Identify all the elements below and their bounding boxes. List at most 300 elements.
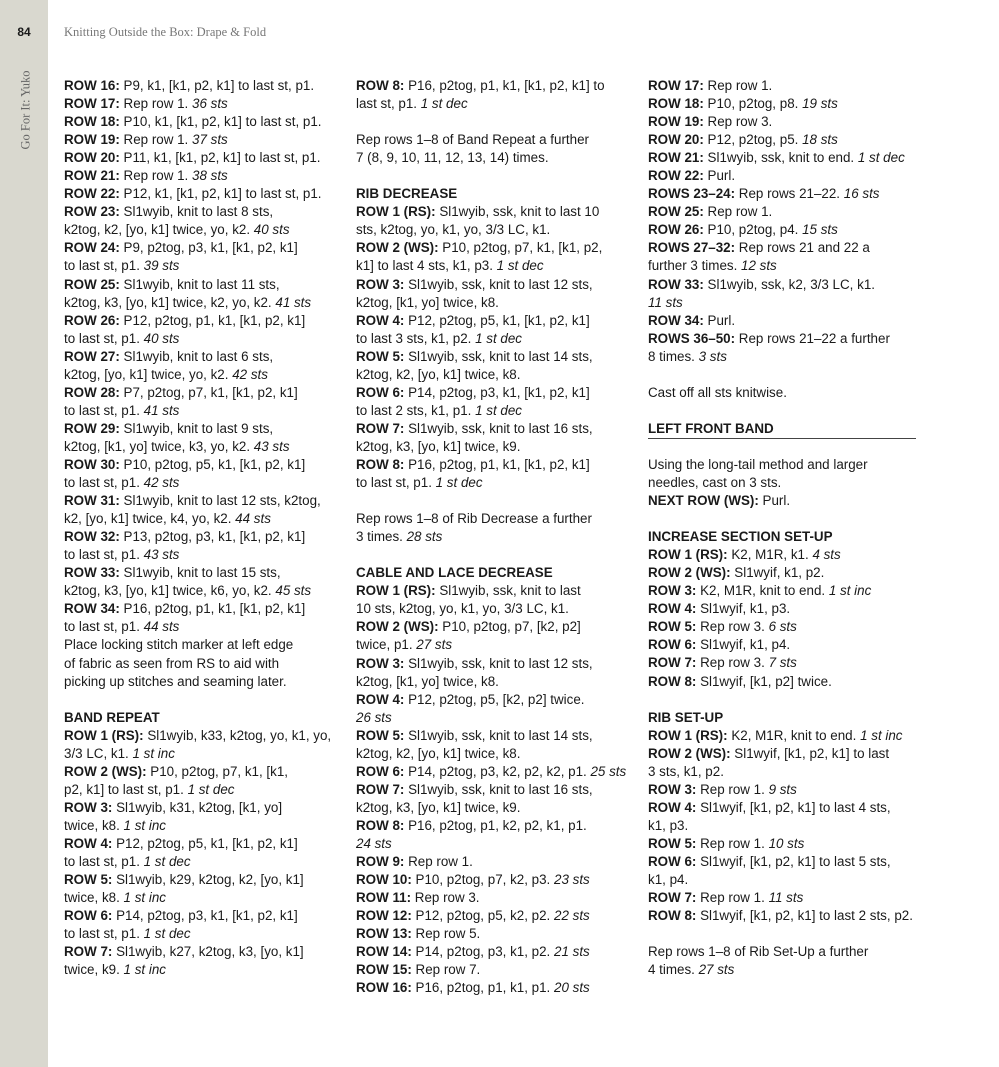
row-label: ROW 16: [356, 980, 412, 996]
row-label: ROW 2 (WS): [356, 240, 439, 256]
instruction-text: Sl1wyib, k33, k2tog, yo, k1, yo, [143, 727, 332, 743]
instruction-text: P12, k1, [k1, p2, k1] to last st, p1. [119, 186, 322, 202]
stitch-count: 11 sts [648, 294, 683, 310]
instruction-text: to last st, p1. [64, 475, 144, 491]
instruction-text: k2tog, [k1, yo] twice, k8. [356, 294, 499, 310]
instruction-line [64, 943, 336, 961]
instruction-text: P16, p2tog, p1, k1, p1. [411, 980, 555, 996]
instruction-line [356, 510, 628, 528]
instruction-text: picking up stitches and seaming later. [64, 673, 287, 689]
instruction-text: P14, p2tog, p3, k1, [k1, p2, k1] [404, 384, 590, 400]
section-heading: RIB SET-UP [648, 709, 724, 725]
instruction-text: of fabric as seen from RS to aid with [64, 655, 280, 671]
instruction-line [648, 203, 916, 221]
instruction-line [64, 384, 336, 402]
instruction-line [648, 618, 916, 636]
page-number: 84 [17, 25, 31, 39]
instruction-line [648, 294, 916, 312]
row-label: ROW 19: [64, 132, 120, 148]
instruction-text: P14, p2tog, p3, k2, p2, k2, p1. [404, 763, 591, 779]
instruction-line [64, 853, 336, 871]
instruction-line [648, 474, 916, 492]
instruction-text: Sl1wyib, ssk, knit to last 16 sts, [404, 781, 593, 797]
row-label: ROW 4: [648, 601, 697, 617]
instruction-text: P10, p2tog, p7, k1, [k1, p2, [438, 240, 603, 256]
row-label: ROW 1 (RS): [356, 204, 436, 220]
row-label: ROW 6: [648, 853, 697, 869]
instruction-text: Rep row 3. [703, 114, 773, 130]
instruction-line [64, 420, 336, 438]
instruction-line [648, 546, 916, 564]
instruction-text: Purl. [703, 168, 736, 184]
instruction-text: to last st, p1. [64, 330, 144, 346]
row-label: ROW 13: [356, 926, 412, 942]
instruction-line [648, 835, 916, 853]
stitch-count: 1 st dec [143, 926, 191, 942]
instruction-text: k2tog, [k1, yo] twice, k8. [356, 673, 499, 689]
instruction-line [64, 799, 336, 817]
instruction-line [648, 167, 916, 185]
paragraph-gap [648, 366, 916, 384]
stitch-count: 40 sts [253, 222, 290, 238]
side-section-title: Go For It: Yuko [18, 70, 33, 150]
row-label: ROW 1 (RS): [648, 547, 728, 563]
instruction-text: Rep row 1. [119, 132, 193, 148]
instruction-text: to last 3 sts, k1, p2. [356, 330, 476, 346]
row-label: ROW 5: [356, 348, 405, 364]
instruction-text: P12, p2tog, p5, k1, [k1, p2, k1] [112, 835, 298, 851]
instruction-line [356, 600, 628, 618]
instruction-text: to last st, p1. [64, 258, 144, 274]
instruction-text: Sl1wyib, knit to last 9 sts, [119, 420, 274, 436]
paragraph-gap [648, 510, 916, 528]
instruction-text: K2, M1R, knit to end. [696, 583, 829, 599]
instruction-text: P12, p2tog, p5. [703, 132, 803, 148]
instruction-line [356, 655, 628, 673]
instruction-line [648, 492, 916, 510]
instruction-text: P12, p2tog, p5, k2, p2. [411, 908, 555, 924]
row-label: ROW 8: [356, 456, 405, 472]
instruction-text: P12, p2tog, p5, [k2, p2] twice. [404, 691, 585, 707]
instruction-line [64, 294, 336, 312]
instruction-text: Sl1wyib, knit to last 6 sts, [119, 348, 274, 364]
row-label: ROW 1 (RS): [356, 583, 436, 599]
stitch-count: 26 sts [356, 709, 392, 725]
instruction-text: k2, [yo, k1] twice, k4, yo, k2. [64, 511, 236, 527]
instruction-line [648, 889, 916, 907]
instruction-line [64, 655, 336, 673]
row-label: ROW 12: [356, 908, 412, 924]
instruction-text: P12, p2tog, p1, k1, [k1, p2, k1] [119, 312, 306, 328]
instruction-text: Sl1wyib, ssk, knit to end. [703, 150, 858, 166]
instruction-text: Sl1wyib, ssk, knit to last 12 sts, [404, 655, 593, 671]
instruction-text: twice, k9. [64, 962, 124, 978]
instruction-line [356, 835, 628, 853]
instruction-line [356, 77, 628, 95]
instruction-line [648, 348, 916, 366]
instruction-text: 3/3 LC, k1. [64, 745, 133, 761]
stitch-count: 6 sts [768, 619, 797, 635]
instruction-text: Purl. [703, 312, 736, 328]
instruction-line [64, 330, 336, 348]
instruction-text: Rep row 1. [696, 781, 769, 797]
row-label: ROW 9: [356, 854, 405, 870]
row-label: ROW 3: [356, 655, 405, 671]
row-label: ROWS 27–32: [648, 240, 736, 256]
instruction-text: Sl1wyif, k1, p3. [696, 601, 791, 617]
instruction-text: Rep rows 21 and 22 a [735, 240, 870, 256]
instruction-text: 10 sts, k2tog, yo, k1, yo, 3/3 LC, k1. [356, 601, 569, 617]
instruction-line [648, 257, 916, 275]
stitch-count: 1 st inc [123, 817, 166, 833]
instruction-line [64, 185, 336, 203]
instruction-text: Rep row 3. [696, 619, 769, 635]
instruction-line [64, 745, 336, 763]
instruction-text: k2tog, [yo, k1] twice, yo, k2. [64, 366, 233, 382]
row-label: ROW 21: [648, 150, 704, 166]
instruction-line [356, 907, 628, 925]
instruction-line [648, 763, 916, 781]
stitch-count: 11 sts [768, 890, 804, 906]
stitch-count: 19 sts [802, 96, 838, 112]
row-label: ROW 33: [648, 276, 704, 292]
instruction-text: Rep rows 1–8 of Rib Set-Up a further [648, 944, 869, 960]
row-label: NEXT ROW (WS): [648, 493, 759, 509]
instruction-text: P10, p2tog, p5, k1, [k1, p2, k1] [119, 456, 306, 472]
stitch-count: 1 st inc [123, 890, 166, 906]
instruction-line [64, 673, 336, 691]
row-label: ROW 2 (WS): [648, 565, 731, 581]
row-label: ROW 5: [64, 872, 113, 888]
row-label: ROW 34: [64, 601, 120, 617]
instruction-line [648, 853, 916, 871]
instruction-line [356, 330, 628, 348]
instruction-line [64, 835, 336, 853]
instruction-line [64, 366, 336, 384]
instruction-line [356, 943, 628, 961]
row-label: ROW 32: [64, 529, 120, 545]
instruction-text: P16, p2tog, p1, k1, [k1, p2, k1] to [404, 78, 605, 93]
row-label: ROW 8: [356, 78, 405, 93]
instruction-line [64, 727, 336, 745]
instruction-line [64, 221, 336, 239]
instruction-text: Sl1wyib, knit to last 8 sts, [119, 204, 274, 220]
instruction-line [64, 582, 336, 600]
instruction-text: further 3 times. [648, 258, 742, 274]
row-label: ROW 4: [64, 835, 113, 851]
stitch-count: 42 sts [232, 366, 268, 382]
instruction-text: Rep row 1. [696, 890, 769, 906]
instruction-line [356, 961, 628, 979]
instruction-line [356, 276, 628, 294]
instruction-line [64, 763, 336, 781]
row-label: ROW 23: [64, 204, 120, 220]
row-label: ROW 6: [64, 908, 113, 924]
instruction-text: P10, p2tog, p8. [703, 96, 803, 112]
instruction-line [648, 781, 916, 799]
stitch-count: 43 sts [253, 438, 290, 454]
row-label: ROW 29: [64, 420, 120, 436]
row-label: ROW 1 (RS): [648, 727, 728, 743]
instruction-text: Sl1wyib, ssk, knit to last 14 sts, [404, 727, 593, 743]
row-label: ROW 27: [64, 348, 120, 364]
row-label: ROW 18: [64, 114, 120, 130]
stitch-count: 38 sts [192, 168, 228, 184]
row-label: ROW 17: [648, 78, 704, 93]
instruction-line [648, 239, 916, 257]
instruction-line [356, 925, 628, 943]
row-label: ROW 6: [648, 637, 697, 653]
instruction-line [64, 77, 336, 95]
instruction-text: sts, k2tog, yo, k1, yo, 3/3 LC, k1. [356, 222, 551, 238]
instruction-line [64, 781, 336, 799]
instruction-line [64, 564, 336, 582]
row-label: ROW 2 (WS): [356, 619, 439, 635]
instruction-line [356, 221, 628, 239]
instruction-line [648, 907, 916, 925]
instruction-line [648, 871, 916, 889]
row-label: ROW 20: [648, 132, 704, 148]
row-label: ROW 7: [356, 781, 405, 797]
row-label: ROW 25: [648, 204, 704, 220]
stitch-count: 39 sts [143, 258, 180, 274]
instruction-line [648, 113, 916, 131]
instruction-line [64, 889, 336, 907]
instruction-line [648, 312, 916, 330]
stitch-count: 27 sts [698, 962, 735, 978]
instruction-line [356, 691, 628, 709]
paragraph-gap [356, 167, 628, 185]
instruction-line [356, 979, 628, 997]
stitch-count: 9 sts [768, 781, 797, 797]
instruction-text: Sl1wyib, ssk, knit to last [435, 583, 581, 599]
row-label: ROW 19: [648, 114, 704, 130]
row-label: ROW 22: [648, 168, 704, 184]
instruction-text: to last st, p1. [64, 854, 144, 870]
instruction-text: P14, p2tog, p3, k1, p2. [411, 944, 555, 960]
running-head: Knitting Outside the Box: Drape & Fold [64, 25, 267, 39]
paragraph-gap [648, 402, 916, 420]
instruction-text: Sl1wyib, ssk, knit to last 16 sts, [404, 420, 593, 436]
instruction-text: P13, p2tog, p3, k1, [k1, p2, k1] [119, 529, 306, 545]
row-label: ROW 21: [64, 168, 120, 184]
instruction-text: Rep row 7. [411, 962, 481, 978]
instruction-text: 3 sts, k1, p2. [648, 763, 724, 779]
instruction-line [64, 961, 336, 979]
row-label: ROW 7: [64, 944, 113, 960]
stitch-count: 1 st inc [123, 962, 166, 978]
instruction-text: Rep rows 21–22 a further [735, 330, 890, 346]
instruction-text: P11, k1, [k1, p2, k1] to last st, p1. [119, 150, 321, 166]
instruction-line [648, 95, 916, 113]
instruction-text: twice, k8. [64, 890, 124, 906]
instruction-text: k2tog, k3, [yo, k1] twice, k9. [356, 799, 521, 815]
instruction-text: P7, p2tog, p7, k1, [k1, p2, k1] [119, 384, 298, 400]
side-strip [0, 0, 48, 1067]
row-label: ROW 34: [648, 312, 704, 328]
instruction-line [356, 95, 628, 113]
instruction-text: k2tog, [k1, yo] twice, k3, yo, k2. [64, 438, 254, 454]
row-label: ROW 26: [648, 222, 704, 238]
stitch-count: 12 sts [741, 258, 777, 274]
instruction-text: to last st, p1. [64, 402, 144, 418]
instruction-line [356, 582, 628, 600]
instruction-line [64, 474, 336, 492]
row-label: ROW 24: [64, 240, 120, 256]
instruction-text: Sl1wyib, k31, k2tog, [k1, yo] [112, 799, 283, 815]
row-label: ROW 15: [356, 962, 412, 978]
row-label: ROW 2 (WS): [648, 745, 731, 761]
instruction-line [356, 474, 628, 492]
instruction-line [648, 817, 916, 835]
paragraph-gap [356, 546, 628, 564]
section-heading: BAND REPEAT [64, 709, 160, 725]
instruction-text: K2, M1R, knit to end. [727, 727, 861, 743]
row-label: ROW 4: [356, 312, 405, 328]
instruction-text: Purl. [758, 493, 791, 509]
instruction-line [356, 402, 628, 420]
row-label: ROW 26: [64, 312, 120, 328]
instruction-text: Sl1wyib, knit to last 11 sts, [119, 276, 280, 292]
instruction-line [356, 312, 628, 330]
instruction-line [648, 149, 916, 167]
instruction-line [64, 600, 336, 618]
stitch-count: 21 sts [554, 944, 590, 960]
instruction-line [64, 817, 336, 835]
instruction-text: Sl1wyif, [k1, p2, k1] to last [730, 745, 890, 761]
row-label: ROW 22: [64, 186, 120, 202]
row-label: ROW 17: [64, 96, 120, 112]
instruction-line [356, 889, 628, 907]
instruction-text: to last 2 sts, k1, p1. [356, 402, 476, 418]
stitch-count: 3 sts [698, 348, 727, 364]
instruction-text: P9, k1, [k1, p2, k1] to last st, p1. [119, 78, 315, 93]
instruction-text: Sl1wyif, k1, p2. [730, 565, 825, 581]
instruction-text: p2, k1] to last st, p1. [64, 781, 188, 797]
instruction-line [64, 113, 336, 131]
instruction-text: P12, p2tog, p5, k1, [k1, p2, k1] [404, 312, 590, 328]
instruction-line [356, 366, 628, 384]
instruction-line [648, 636, 916, 654]
instruction-line [356, 817, 628, 835]
row-label: ROW 5: [356, 727, 405, 743]
instruction-line [64, 149, 336, 167]
instruction-text: Sl1wyif, [k1, p2] twice. [696, 673, 832, 689]
instruction-text: k2tog, k3, [yo, k1] twice, k2, yo, k2. [64, 294, 276, 310]
stitch-count: 43 sts [143, 547, 180, 563]
row-label: ROW 10: [356, 872, 412, 888]
stitch-count: 1 st dec [143, 854, 191, 870]
stitch-count: 20 sts [554, 980, 590, 996]
instruction-text: k2tog, k2, [yo, k1] twice, yo, k2. [64, 222, 254, 238]
column-3 [648, 77, 916, 979]
instruction-line [356, 745, 628, 763]
instruction-text: Rep row 1. [703, 78, 773, 93]
instruction-text: Rep row 1. [703, 204, 773, 220]
instruction-text: Rep row 1. [119, 96, 193, 112]
instruction-text: needles, cast on 3 sts. [648, 474, 782, 490]
stitch-count: 45 sts [275, 583, 312, 599]
instruction-text: k2tog, k2, [yo, k1] twice, k8. [356, 366, 521, 382]
instruction-line [64, 167, 336, 185]
instruction-line [356, 618, 628, 636]
row-label: ROW 7: [356, 420, 405, 436]
instruction-line [356, 384, 628, 402]
instruction-text: Rep rows 1–8 of Rib Decrease a further [356, 511, 592, 527]
instruction-line [356, 420, 628, 438]
instruction-text: to last st, p1. [64, 926, 144, 942]
row-label: ROW 1 (RS): [64, 727, 144, 743]
section-heading: LEFT FRONT BAND [648, 420, 916, 439]
instruction-line [648, 600, 916, 618]
instruction-line [648, 745, 916, 763]
instruction-line [356, 294, 628, 312]
instruction-line [64, 312, 336, 330]
instruction-text: Rep row 3. [696, 655, 769, 671]
instruction-text: Sl1wyib, ssk, knit to last 10 [435, 204, 600, 220]
instruction-line [356, 763, 628, 781]
instruction-line [64, 925, 336, 943]
instruction-text: P10, p2tog, p7, [k2, p2] [438, 619, 581, 635]
instruction-text: 3 times. [356, 529, 407, 545]
stitch-count: 1 st dec [857, 150, 905, 166]
instruction-text: to last st, p1. [356, 475, 436, 491]
paragraph-gap [648, 925, 916, 943]
row-label: ROW 25: [64, 276, 120, 292]
instruction-line [64, 528, 336, 546]
instruction-line [648, 131, 916, 149]
row-label: ROW 3: [356, 276, 405, 292]
stitch-count: 44 sts [143, 619, 180, 635]
instruction-text: Sl1wyif, [k1, p2, k1] to last 2 sts, p2. [696, 908, 913, 924]
instruction-line [64, 636, 336, 654]
instruction-text: Sl1wyib, knit to last 15 sts, [119, 565, 281, 581]
stitch-count: 28 sts [406, 529, 443, 545]
instruction-line [648, 727, 916, 745]
row-label: ROW 4: [648, 799, 697, 815]
instruction-line [356, 673, 628, 691]
instruction-text: Cast off all sts knitwise. [648, 384, 787, 400]
instruction-line [64, 871, 336, 889]
instruction-line [64, 203, 336, 221]
instruction-line [648, 185, 916, 203]
instruction-line [64, 456, 336, 474]
instruction-line [648, 77, 916, 95]
instruction-line [648, 943, 916, 961]
instruction-text: Sl1wyif, [k1, p2, k1] to last 5 sts, [696, 853, 891, 869]
instruction-line [64, 907, 336, 925]
instruction-line [648, 276, 916, 294]
instruction-text: 8 times. [648, 348, 699, 364]
row-label: ROW 3: [64, 799, 113, 815]
instruction-text: Sl1wyif, [k1, p2, k1] to last 4 sts, [696, 799, 891, 815]
instruction-line [356, 131, 628, 149]
stitch-count: 24 sts [356, 835, 392, 851]
section-heading: RIB DECREASE [356, 186, 458, 202]
paragraph-gap [356, 113, 628, 131]
instruction-line [356, 257, 628, 275]
paragraph-gap [356, 492, 628, 510]
instruction-text: Sl1wyib, ssk, knit to last 14 sts, [404, 348, 593, 364]
stitch-count: 10 sts [768, 835, 805, 851]
section-heading: INCREASE SECTION SET-UP [648, 529, 833, 545]
instruction-text: to last st, p1. [64, 547, 144, 563]
row-label: ROW 8: [356, 817, 405, 833]
row-label: ROWS 23–24: [648, 186, 736, 202]
stitch-count: 15 sts [802, 222, 838, 238]
stitch-count: 37 sts [192, 132, 228, 148]
instruction-line [356, 799, 628, 817]
